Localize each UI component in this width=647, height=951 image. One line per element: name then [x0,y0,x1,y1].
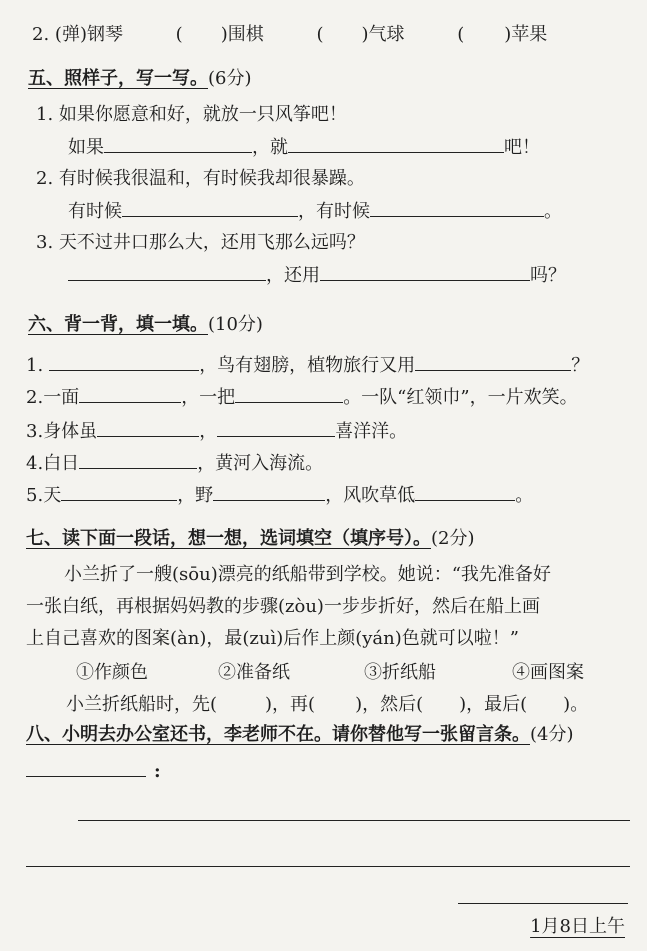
poem-text: ，一把 [181,387,236,408]
poem-text: 一面 [43,387,80,408]
answer-paren-open: ( [175,24,183,45]
word-balloon: 气球 [368,24,405,45]
poem-text: ，风吹草低 [325,485,416,506]
fill-blank[interactable] [415,352,571,371]
fill-blank[interactable] [49,352,199,371]
writing-line[interactable] [26,866,630,867]
answer-paren-open: ( [457,24,465,45]
poem-text: ，鸟有翅膀，植物旅行又用 [199,355,416,376]
poem-text: 白日 [43,453,80,474]
example-sentence: 天不过井口那么大，还用飞那么远吗？ [58,232,365,253]
fill-prefix: 如果 [68,137,104,158]
fill-blank[interactable] [122,198,298,217]
s5-item-2-example [0,166,647,192]
poem-text: 。 [515,485,534,506]
item-number: 2. [32,24,50,45]
poem-text: 身体虽 [43,421,98,442]
fill-blank[interactable] [104,134,252,153]
s5-item-1-example [0,102,647,128]
fill-blank[interactable] [288,134,504,153]
fill-middle: ，还用 [266,265,320,286]
fill-text: )，最后( [459,694,528,715]
fill-blank[interactable] [61,482,177,501]
s5-item-3-fill [0,262,647,289]
fill-blank[interactable] [213,482,325,501]
fill-text: )，然后( [355,694,424,715]
option-4: ④画图案 [512,662,584,683]
fill-suffix: 吗？ [530,265,566,286]
fill-suffix: 。 [544,201,562,222]
word-go: 围棋 [227,24,264,45]
item-number: 5. [26,485,44,506]
s6-item-3 [0,418,647,445]
word-piano: 钢琴 [86,24,123,45]
fill-middle: ，有时候 [298,201,370,222]
section-title: 六、背一背，填一填。 [28,314,208,335]
item-number: 4. [26,453,44,474]
s5-item-3-example [0,230,647,256]
s6-item-2 [0,384,647,411]
answer-paren-close: ) [220,24,228,45]
s7-paragraph-line-2: 一张白纸，再根据妈妈教的步骤(zòu)一步步折好，然后在船上画 [26,596,540,617]
poem-text: ， [199,421,218,442]
salutation-blank[interactable] [26,758,146,777]
section-7-heading [0,526,647,552]
item-number: 2. [26,387,44,408]
poem-text: ，野 [177,485,214,506]
option-3: ③折纸船 [364,662,436,683]
s6-item-5 [0,482,647,509]
fill-blank[interactable] [79,384,181,403]
item-number: 1. [26,355,44,376]
fill-blank[interactable] [217,418,335,437]
section-5-heading [0,66,647,92]
option-2: ②准备纸 [218,662,290,683]
section-points: (2分) [431,528,475,549]
section-8-heading [0,722,647,748]
answer-paren-close: ) [361,24,369,45]
s7-paragraph-line-1: 小兰折了一艘(sōu)漂亮的纸船带到学校。她说：“我先准备好 [64,564,551,585]
fill-blank[interactable] [415,482,515,501]
q4-item-2 [0,22,647,48]
section-title: 七、读下面一段话，想一想，选词填空（填序号）。 [26,528,431,549]
fill-text: 小兰折纸船时，先( [66,694,218,715]
poem-text: ？ [571,355,590,376]
fill-blank[interactable] [97,418,199,437]
fill-blank[interactable] [235,384,343,403]
fill-suffix: 吧！ [504,137,540,158]
writing-line[interactable] [78,820,630,821]
section-points: (6分) [208,68,252,89]
fill-blank[interactable] [370,198,544,217]
s5-item-1-fill [0,134,647,161]
s7-fill-line [0,692,647,718]
note-date: 1月8日上午 [530,916,625,937]
fill-blank[interactable] [320,262,530,281]
signature-line[interactable] [458,903,628,904]
section-title: 八、小明去办公室还书，李老师不在。请你替他写一张留言条。 [26,724,530,745]
section-points: (10分) [208,314,263,335]
fill-prefix: 有时候 [68,201,122,222]
option-1: ①作颜色 [76,662,148,683]
example-answer: (弹) [54,24,87,45]
example-sentence: 如果你愿意和好，就放一只风筝吧！ [58,104,347,125]
word-apple: 苹果 [511,24,548,45]
example-sentence: 有时候我很温和，有时候我却很暴躁。 [58,168,365,189]
item-number: 2. [36,168,54,189]
s6-item-1 [0,352,647,379]
s5-item-2-fill [0,198,647,225]
s7-options [0,660,647,686]
fill-text: )。 [563,694,589,715]
salutation-colon: : [154,761,161,782]
poem-text: 天 [43,485,62,506]
poem-text: 喜洋洋。 [335,421,408,442]
section-title: 五、照样子，写一写。 [28,68,208,89]
answer-paren-close: ) [504,24,512,45]
fill-middle: ，就 [252,137,288,158]
answer-paren-open: ( [316,24,324,45]
s7-paragraph-line-3: 上自己喜欢的图案(àn)，最(zuì)后作上颜(yán)色就可以啦！” [26,628,519,649]
fill-text: )，再( [265,694,316,715]
s6-item-4 [0,450,647,477]
poem-text: ，黄河入海流。 [197,453,324,474]
fill-blank[interactable] [79,450,197,469]
item-number: 3. [36,232,54,253]
item-number: 3. [26,421,44,442]
item-number: 1. [36,104,54,125]
fill-blank[interactable] [68,262,266,281]
section-6-heading [0,312,647,338]
note-salutation [0,758,647,785]
poem-text: 。一队“红领巾”，一片欢笑。 [343,387,578,408]
section-points: (4分) [530,724,574,745]
